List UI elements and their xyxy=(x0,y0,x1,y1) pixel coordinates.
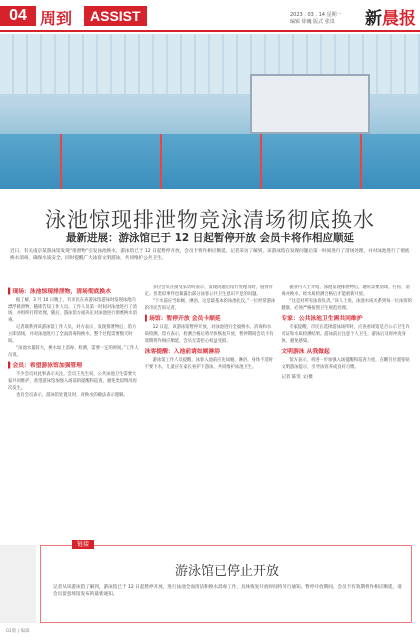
info-box-title: 游泳馆已停止开放 xyxy=(174,564,279,579)
paragraph: 专家提醒，市民在选择游泳场所时，应查看场馆是否公示卫生许可证和水质检测结果。游泳前后注意个人卫生，游泳后及时冲洗身体，避免感染。 xyxy=(281,325,410,344)
lead-paragraph: 近日，有关南京某游泳馆发现“排泄物”引发泳池换水，游泳馆已于 12 日起暂停开放，会员卡将作相应顺延。记者采访了解到，该游泳馆在发现问题后第一时间进行了清场处理，并对泳池进行了彻底换水消毒，确保水质安全，同时提醒广大泳客文明游泳，共同维护公共卫生。 xyxy=(10,249,410,261)
paragraph: 不少会员对此事表示关注。会员王先生说，公共泳池卫生需要大家共同维护，希望游泳馆加强入场前的提醒和巡查，避免类似情况再次发生。 xyxy=(8,372,137,391)
page-number: 04 xyxy=(0,6,36,26)
date-info xyxy=(290,12,370,26)
photo-lane-rope xyxy=(60,134,62,189)
paragraph: 馆方表示，将进一步加强入场提醒和巡查力度，在醒目位置张贴文明游泳提示，引导泳客养成良好习惯。 xyxy=(281,358,410,370)
info-box-text: 记者从该游泳馆了解到，游泳馆已于 12 日起暂停开放，进行泳池全面清洁和换水消毒工作，具体恢复开放时间将另行通知。暂停开放期间，会员卡有效期将作相应顺延，请会员留意场馆发布的最新通知。 xyxy=(53,585,402,597)
paragraph: 也有会员表示，游泳馆处置及时，对换水的做法表示理解。 xyxy=(16,393,128,399)
article-column xyxy=(8,285,139,540)
section-heading: 文明游泳 从我做起 xyxy=(281,349,330,356)
section-heading: ▌现场：泳池惊现排泄物，清场彻底换水 xyxy=(8,289,112,295)
info-box-tag: 链接 xyxy=(72,540,94,549)
paragraph: “下水前应当如厕、淋浴，这是最基本的泳池礼仪。”一位经常游泳的市民告诉记者。 xyxy=(144,299,276,311)
article-column xyxy=(145,285,276,540)
article-body xyxy=(8,285,412,540)
photo-lane-rope xyxy=(160,134,162,189)
paragraph: 多位会员在接受采访时表示，发现问题后馆方处理及时，值得肯定。但类似事件也暴露出部分泳客公共卫生意识不足的问题。 xyxy=(144,285,273,297)
section-heading: 专家：公共泳池卫生需共同维护 xyxy=(281,316,363,323)
photo-wall xyxy=(250,74,370,134)
section-heading: 泳客提醒：入池前请如厕淋浴 xyxy=(144,349,221,356)
editor-line: 编辑 徐巍 版式 张岚 xyxy=(290,19,335,25)
byline: 记者 陈雯 文/摄 xyxy=(281,375,313,381)
headline: 泳池惊现排泄物竞泳清场彻底换水 xyxy=(45,208,375,232)
subheadline: 最新进展：游泳馆已于 12 日起暂停开放 会员卡将作相应顺延 xyxy=(65,232,355,244)
logo-prefix: 新 xyxy=(365,9,382,29)
paragraph: 据了解，3 月 10 日晚上，有市民在该游泳馆游泳时发现泳池内漂浮排泄物，随即告知工作人员。工作人员第一时间对泳池进行了清场，并组织打捞处理。随后，游泳馆方面决定对泳池进行彻底换水消毒。 xyxy=(8,298,137,323)
section-title: 周到 xyxy=(40,9,73,28)
photo-lane-rope xyxy=(260,134,262,189)
pool-photo xyxy=(0,34,420,189)
date-line: 2023 . 03 . 14 星期一 xyxy=(290,12,342,18)
section-heading: ▌会员：希望游泳馆加强管理 xyxy=(8,363,83,370)
paragraph: 12 日起，该游泳馆暂停开放，对泳池进行全面换水、消毒和水质检测。馆方表示，检测合格后将尽快恢复开放，暂停期间会员卡有效期将作相应顺延，会员无需担心权益受损。 xyxy=(144,325,274,344)
info-box xyxy=(40,545,412,623)
page-footer: 02版 | 编辑 xyxy=(6,629,30,634)
paragraph: 记者联系到该游泳馆工作人员，对方表示，发现排泄物后，馆方立即清场，并对泳池进行了全面消毒和换水，整个过程需要数天时间。 xyxy=(8,325,137,344)
photo-lane-rope xyxy=(360,134,362,189)
paragraph: 游泳馆工作人员提醒，泳客入池前应先如厕、淋浴，身体不适时不要下水，儿童应在家长看护下游泳，共同维护泳池卫生。 xyxy=(144,358,273,370)
sidebar-strip xyxy=(0,545,36,623)
section-tag: ASSIST xyxy=(84,6,147,26)
article-column xyxy=(281,285,412,540)
newspaper-logo xyxy=(365,4,416,29)
paragraph: “泳池水量较大，换水加上消毒、检测，需要一定的时间。”工作人员说。 xyxy=(8,346,139,358)
photo-pool-water xyxy=(0,134,420,189)
logo-main: 晨报 xyxy=(382,9,416,29)
paragraph: “这是对所有泳客负责。”该人士说，泳池水质关系到每一位泳客的健康，必须严格按照卫生规范处理。 xyxy=(281,299,412,311)
page-header xyxy=(0,0,420,34)
section-heading: ▌场馆：暂停开放 会员卡顺延 xyxy=(144,316,221,323)
header-rule xyxy=(0,30,420,32)
paragraph: 据业内人士介绍，泳池发现排泄物后，通常需要清场、打捞、消毒并换水，经水质检测合格后才能重新开放。 xyxy=(281,285,410,297)
